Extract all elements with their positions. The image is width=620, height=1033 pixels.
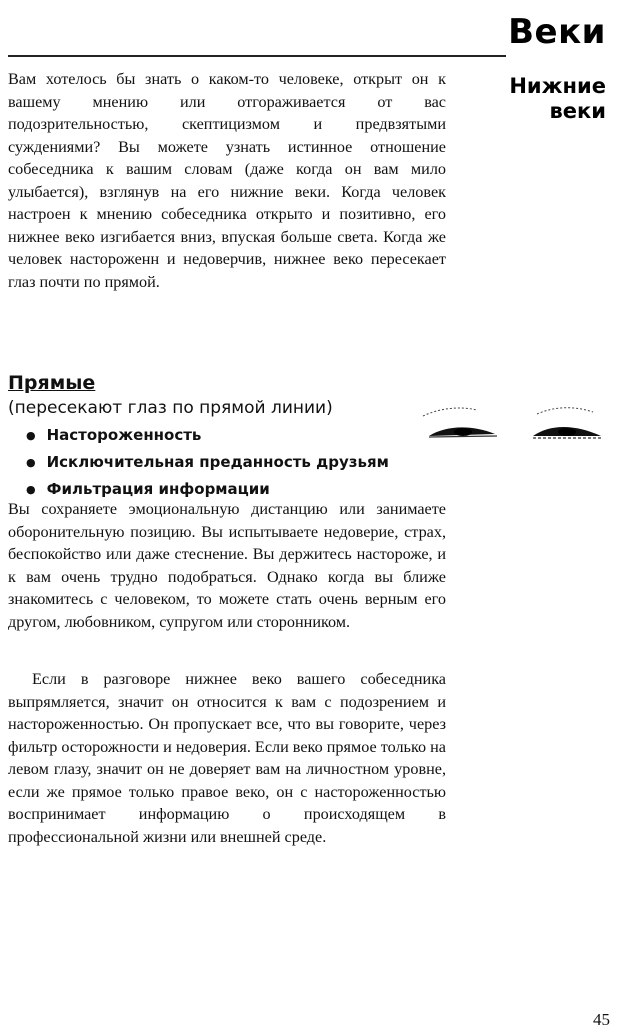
list-item: ● Настороженность bbox=[26, 425, 389, 452]
straight-eyes-illustration bbox=[415, 398, 615, 458]
left-eye-icon bbox=[423, 408, 497, 437]
body-paragraph-1: Вы сохраняете эмоциональную дистанцию или занимаете оборонительную позицию. Вы испытываете недоверие, страх, беспокойство или даже стеснение. Вы держитесь настороже, и к вам очень трудно подобраться. Однако когда вы ближе знакомитесь с человеком, то можете стать очень верным его другом, любовником, супругом или сторонником. bbox=[8, 500, 446, 631]
list-item: ● Исключительная преданность друзьям bbox=[26, 452, 389, 479]
header-rule bbox=[8, 55, 506, 57]
page-number: 45 bbox=[593, 1010, 610, 1029]
right-eye-icon bbox=[533, 408, 603, 438]
straight-caption: (пересекают глаз по прямой линии) bbox=[8, 398, 333, 418]
straight-heading: Прямые bbox=[8, 372, 96, 394]
section-title: Нижние веки bbox=[509, 74, 606, 123]
list-item: ● Фильтрация информации bbox=[26, 479, 389, 506]
trait-list bbox=[26, 425, 389, 506]
chapter-title: Веки bbox=[508, 12, 606, 52]
intro-paragraph: Вам хотелось бы знать о каком-то человеке, открыт он к вашему мнению или отгораживается от вас подозрительностью, скептицизмом и предвзятыми суждениями? Вы можете узнать истинное отношение собеседника к вашим словам (даже когда он вам мило улыбается), взглянув на его нижние веки. Когда человек настроен к мнению собеседника открыто и позитивно, его нижнее веко изгибается вниз, впуская больше света. Когда же человек настороженн и недоверчив, нижнее веко пересекает глаз почти по прямой. bbox=[8, 70, 446, 291]
body-paragraph-2: Если в разговоре нижнее веко вашего собеседника выпрямляется, значит он относится к вам с подозрением и настороженностью. Он пропускает все, что вы говорите, через фильтр осторожности и недоверия. Если веко прямое только на левом глазу, значит он не доверяет вам на личностном уровне, если же прямое только правое веко, он с настороженностью воспринимает информацию о происходящем в профессиональной жизни или внешней среде. bbox=[8, 670, 446, 846]
